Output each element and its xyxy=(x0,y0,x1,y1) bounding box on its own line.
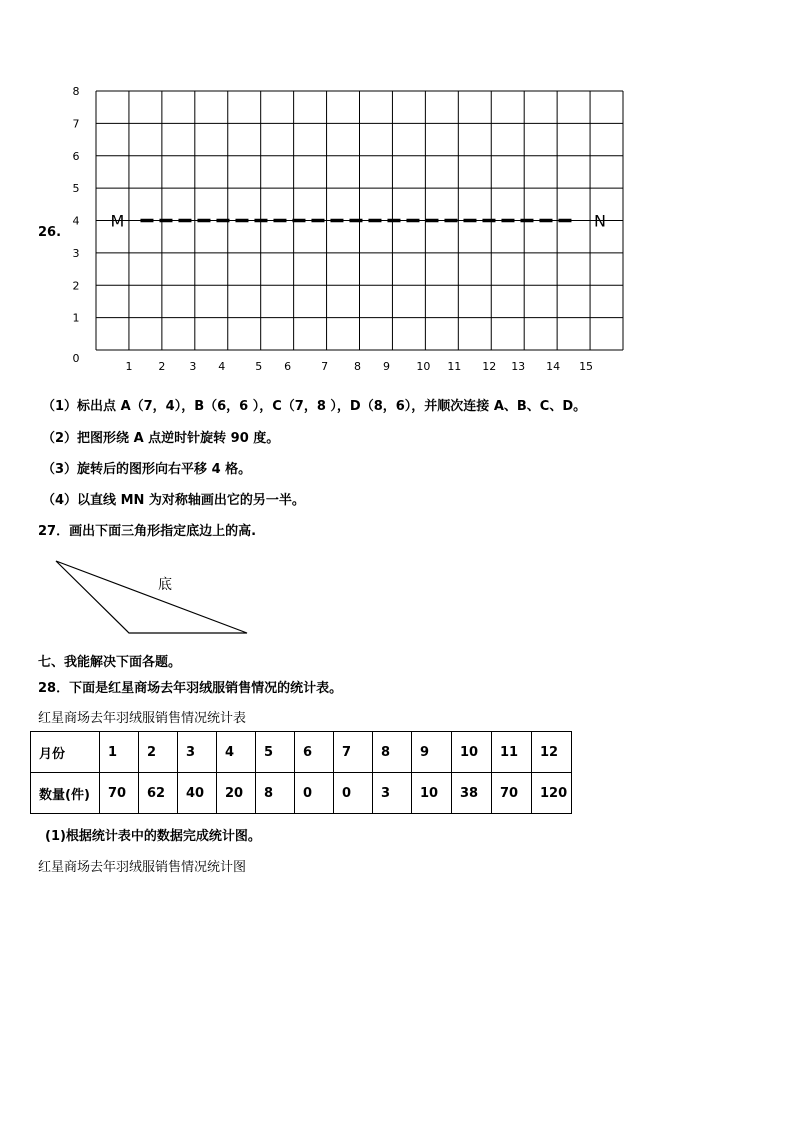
month-row xyxy=(31,732,572,773)
triangle-figure xyxy=(0,550,300,645)
x-tick-label: 6 xyxy=(284,360,292,373)
q26-item-2: （2）把图形绕 A 点逆时针旋转 90 度。 xyxy=(42,431,280,446)
quantity-row xyxy=(31,773,572,814)
month-cell: 9 xyxy=(412,732,452,773)
question-28-text: 28．下面是红星商场去年羽绒服销售情况的统计表。 xyxy=(38,681,343,696)
month-cell: 11 xyxy=(492,732,532,773)
section-7-heading: 七、我能解决下面各题。 xyxy=(38,655,182,670)
x-tick-label: 8 xyxy=(354,360,361,373)
quantity-cell: 70 xyxy=(492,773,532,814)
quantity-cell: 3 xyxy=(373,773,412,814)
base-label: 底 xyxy=(158,577,172,593)
x-tick-label: 9 xyxy=(382,360,390,373)
x-tick-label: 12 xyxy=(482,360,497,373)
quantity-cell: 0 xyxy=(334,773,373,814)
x-tick-label: 1 xyxy=(125,360,133,373)
x-tick-label: 7 xyxy=(321,360,329,373)
month-cell: 6 xyxy=(295,732,334,773)
month-cell: 7 xyxy=(334,732,373,773)
x-tick-label: 5 xyxy=(255,360,263,373)
y-tick-label: 1 xyxy=(72,311,80,325)
x-tick-label: 4 xyxy=(218,360,226,373)
x-tick-label: 15 xyxy=(579,360,594,373)
y-tick-label: 5 xyxy=(72,182,80,196)
quantity-cell: 62 xyxy=(139,773,178,814)
month-cell: 12 xyxy=(532,732,572,773)
quantity-cell: 8 xyxy=(256,773,295,814)
x-tick-label: 10 xyxy=(416,360,431,373)
month-cell: 5 xyxy=(256,732,295,773)
chart-title: 红星商场去年羽绒服销售情况统计图 xyxy=(38,860,247,875)
y-tick-label: 0 xyxy=(72,352,80,365)
quantity-cell: 20 xyxy=(217,773,256,814)
quantity-cell: 38 xyxy=(452,773,492,814)
y-tick-label: 3 xyxy=(72,246,80,260)
q26-item-3: （3）旋转后的图形向右平移 4 格。 xyxy=(42,462,252,477)
sales-table xyxy=(30,731,572,814)
coordinate-grid xyxy=(0,0,794,380)
quantity-cell: 70 xyxy=(100,773,139,814)
q26-item-4: （4）以直线 MN 为对称轴画出它的另一半。 xyxy=(42,493,305,508)
month-header: 月份 xyxy=(31,732,100,773)
y-tick-label: 8 xyxy=(72,85,80,98)
point-n-label: N xyxy=(593,211,606,231)
quantity-cell: 10 xyxy=(412,773,452,814)
month-cell: 8 xyxy=(373,732,412,773)
x-tick-label: 14 xyxy=(546,360,561,373)
x-tick-label: 13 xyxy=(511,360,526,373)
question-27-text: 27．画出下面三角形指定底边上的高. xyxy=(38,524,257,539)
y-tick-label: 2 xyxy=(72,279,80,293)
month-cell: 10 xyxy=(452,732,492,773)
month-cell: 1 xyxy=(100,732,139,773)
q26-item-1: （1）标出点 A（7，4），B（6，6 ），C（7，8 ），D（8，6），并顺次连接 A、B、C、D。 xyxy=(42,399,587,414)
month-cell: 4 xyxy=(217,732,256,773)
month-cell: 3 xyxy=(178,732,217,773)
y-tick-label: 7 xyxy=(72,117,80,131)
triangle xyxy=(56,561,247,633)
x-tick-label: 3 xyxy=(189,360,197,373)
x-tick-label: 11 xyxy=(447,360,462,373)
month-cell: 2 xyxy=(139,732,178,773)
quantity-cell: 120 xyxy=(532,773,572,814)
y-tick-label: 4 xyxy=(72,214,80,228)
table-title: 红星商场去年羽绒服销售情况统计表 xyxy=(38,711,247,726)
quantity-cell: 0 xyxy=(295,773,334,814)
quantity-header: 数量(件) xyxy=(31,773,100,814)
x-tick-label: 2 xyxy=(158,360,166,373)
point-m-label: M xyxy=(110,211,125,231)
quantity-cell: 40 xyxy=(178,773,217,814)
y-tick-label: 6 xyxy=(72,149,80,163)
q28-sub-1: (1)根据统计表中的数据完成统计图。 xyxy=(45,829,261,844)
question-26-number: 26. xyxy=(38,225,62,240)
